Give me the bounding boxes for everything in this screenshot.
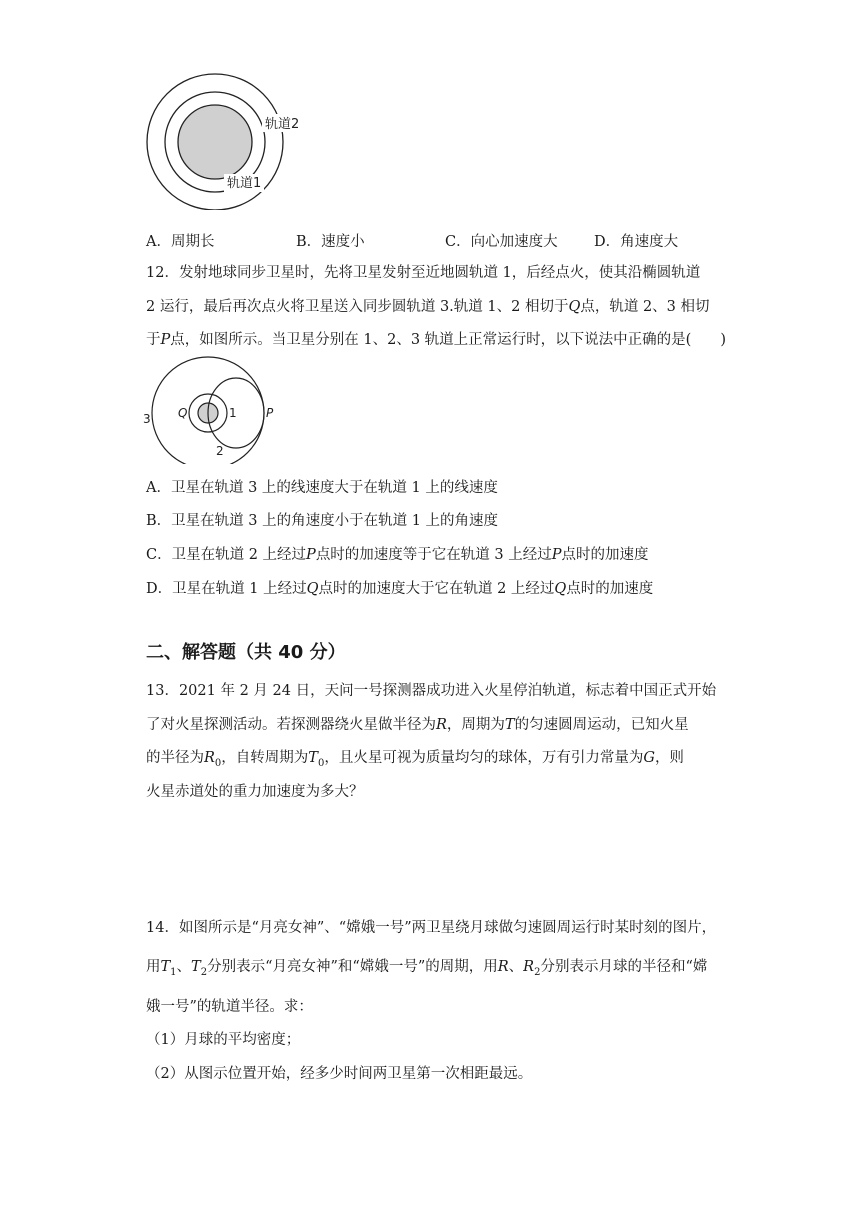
label-orbit-1: 轨道1 (227, 176, 262, 191)
label-P: P (266, 406, 274, 420)
q12-line-1: 12．发射地球同步卫星时，先将卫星发射至近地圆轨道 1，后经点火，使其沿椭圆轨道 (146, 265, 701, 281)
q14-line-3: 娥一号”的轨道半径。求： (146, 999, 313, 1015)
q11-option-d: D．角速度大 (594, 234, 679, 250)
planet-disc (178, 105, 252, 179)
q12-option-b: B．卫星在轨道 3 上的角速度小于在轨道 1 上的角速度 (146, 513, 499, 529)
q14-sub-2: （2）从图示位置开始，经多少时间两卫星第一次相距最远。 (146, 1066, 533, 1082)
q13-line-3: 的半径为$R_0$，自转周期为$T_0$，且火星可视为质量均匀的球体，万有引力常量为G，则 (146, 750, 684, 769)
q11-option-b: B．速度小 (296, 234, 365, 250)
q13-line-4: 火星赤道处的重力加速度为多大？ (146, 784, 364, 800)
q13-line-2: 了对火星探测活动。若探测器绕火星做半径为R，周期为T的匀速圆周运动，已知火星 (146, 717, 689, 733)
q14-sub-1: （1）月球的平均密度； (146, 1032, 301, 1048)
q13-line-1: 13．2021 年 2 月 24 日，天问一号探测器成功进入火星停泊轨道，标志着中国正式开始 (146, 683, 717, 699)
q14-line-1: 14．如图所示是“月亮女神”、“嫦娥一号”两卫星绕月球做匀速圆周运行时某时刻的图片， (146, 920, 717, 936)
q12-line-2: 2 运行，最后再次点火将卫星送入同步圆轨道 3.轨道 1、2 相切于Q点，轨道 2、3 相切 (146, 299, 710, 315)
q12-line-3: 于P点，如图所示。当卫星分别在 1、2、3 轨道上正常运行时，以下说法中正确的是( ) (146, 332, 726, 348)
label-1: 1 (229, 406, 237, 420)
q11-option-a: A．周期长 (146, 234, 215, 250)
label-Q: Q (178, 406, 188, 420)
q12-option-c: C．卫星在轨道 2 上经过P点时的加速度等于它在轨道 3 上经过P点时的加速度 (146, 547, 649, 563)
label-2: 2 (216, 444, 224, 458)
label-orbit-2: 轨道2 (265, 117, 300, 132)
label-3: 3 (143, 412, 151, 426)
q14-line-2: 用$T_1$、$T_2$分别表示“月亮女神”和“嫦娥一号”的周期，用R、$R_2$分别表示月球的半径和“嫦 (146, 959, 708, 978)
section-heading: 二、解答题（共 40 分） (146, 642, 346, 663)
orbit-figure-2 (140, 356, 280, 464)
q11-option-c: C．向心加速度大 (445, 234, 558, 250)
q12-option-a: A．卫星在轨道 3 上的线速度大于在轨道 1 上的线速度 (146, 480, 498, 496)
q12-option-d: D．卫星在轨道 1 上经过Q点时的加速度大于它在轨道 2 上经过Q点时的加速度 (146, 581, 654, 597)
orbit-figure-1 (140, 70, 310, 210)
